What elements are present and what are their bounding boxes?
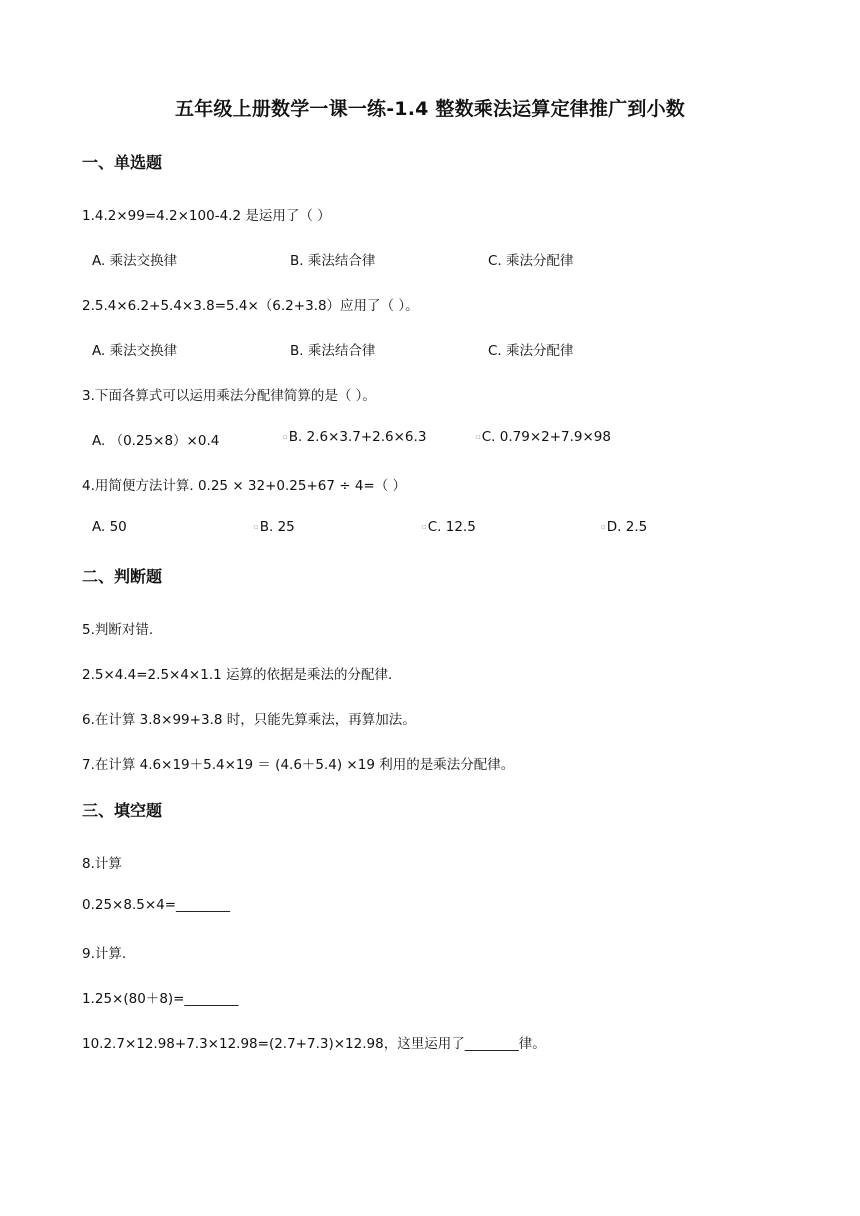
- section-heading-true-false: 二、判断题: [82, 567, 163, 586]
- question-9: 9.计算.: [82, 946, 127, 962]
- question-4-option-d: D. 2.5: [606, 519, 648, 535]
- question-4-option-a: A. 50: [92, 519, 127, 535]
- question-3: 3.下面各算式可以运用乘法分配律简算的是（ ）。: [82, 388, 376, 404]
- question-5: 5.判断对错.: [82, 622, 154, 638]
- question-2-option-b: B. 乘法结合律: [290, 343, 376, 359]
- question-2: 2.5.4×6.2+5.4×3.8=5.4×（6.2+3.8）应用了（ ）。: [82, 298, 419, 314]
- page-title: 五年级上册数学一课一练-1.4 整数乘法运算定律推广到小数: [175, 98, 685, 120]
- question-3-option-c-wrap: [476, 429, 611, 445]
- question-4-option-c: C. 12.5: [427, 519, 476, 535]
- question-1-option-c: C. 乘法分配律: [488, 253, 574, 269]
- question-8-expression: 0.25×8.5×4=________: [82, 897, 231, 913]
- bullet-mark-icon: ▫: [422, 523, 427, 531]
- section-heading-single-choice: 一、单选题: [82, 153, 163, 172]
- question-1-option-b: B. 乘法结合律: [290, 253, 376, 269]
- question-7: 7.在计算 4.6×19＋5.4×19 ＝ (4.6＋5.4) ×19 利用的是乘法分配律。: [82, 757, 515, 773]
- question-3-option-b: B. 2.6×3.7+2.6×6.3: [288, 429, 427, 445]
- question-5-statement: 2.5×4.4=2.5×4×1.1 运算的依据是乘法的分配律.: [82, 667, 393, 683]
- question-6: 6.在计算 3.8×99+3.8 时，只能先算乘法，再算加法。: [82, 712, 416, 728]
- bullet-mark-icon: ▫: [601, 523, 606, 531]
- bullet-mark-icon: ▫: [476, 433, 481, 441]
- question-4-option-c-wrap: [422, 519, 476, 535]
- bullet-mark-icon: ▫: [254, 523, 259, 531]
- question-3-option-b-wrap: [283, 429, 426, 445]
- question-1: 1.4.2×99=4.2×100-4.2 是运用了（ ）: [82, 208, 331, 224]
- question-4-option-d-wrap: [601, 519, 647, 535]
- question-4: 4.用简便方法计算. 0.25 × 32+0.25+67 ÷ 4=（ ）: [82, 478, 407, 494]
- question-4-option-b: B. 25: [259, 519, 295, 535]
- question-8: 8.计算: [82, 856, 122, 872]
- question-2-option-a: A. 乘法交换律: [92, 343, 178, 359]
- question-2-option-c: C. 乘法分配律: [488, 343, 574, 359]
- bullet-mark-icon: ▫: [283, 433, 288, 441]
- question-9-expression: 1.25×(80＋8)=________: [82, 991, 239, 1007]
- question-3-option-c: C. 0.79×2+7.9×98: [481, 429, 611, 445]
- question-1-option-a: A. 乘法交换律: [92, 253, 178, 269]
- question-4-option-b-wrap: [254, 519, 295, 535]
- question-3-option-a: A. （0.25×8）×0.4: [92, 433, 220, 449]
- section-heading-fill-in: 三、填空题: [82, 801, 163, 820]
- question-10: 10.2.7×12.98+7.3×12.98=(2.7+7.3)×12.98，这里运用了________律。: [82, 1036, 546, 1052]
